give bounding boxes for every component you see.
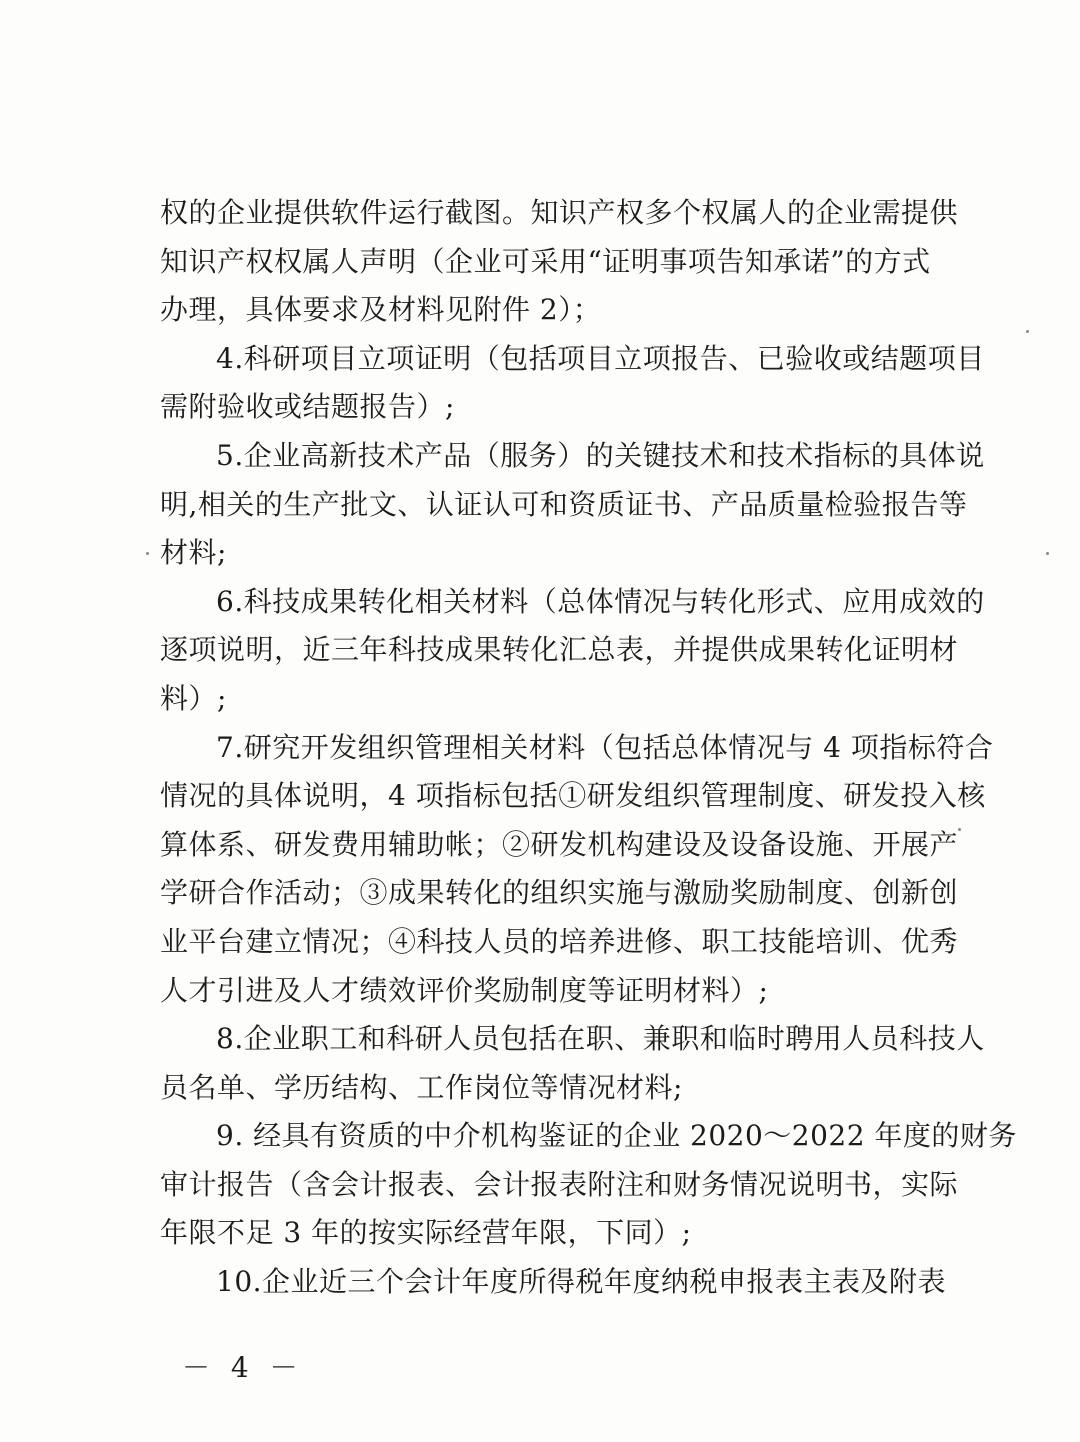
scan-speck (1046, 552, 1049, 555)
list-item-10 (160, 1258, 960, 1307)
text-line: 7.研究开发组织管理相关材料（包括总体情况与 4 项指标符合 (216, 730, 994, 764)
document-body (160, 189, 1017, 1307)
text-line: 明,相关的生产批文、认证认可和资质证书、产品质量检验报告等 (160, 487, 968, 521)
text-line: 料）; (160, 681, 227, 715)
list-item-4 (160, 335, 985, 432)
text-line: 业平台建立情况；④科技人员的培养进修、职工技能培训、优秀 (160, 924, 959, 958)
text-line: 员名单、学历结构、工作岗位等情况材料; (160, 1070, 683, 1104)
list-item-6 (160, 578, 985, 724)
list-item-7 (160, 724, 994, 1016)
text-line: 材料; (160, 536, 227, 570)
text-line: 办理，具体要求及材料见附件 2）； (160, 293, 602, 327)
page-number: － 4 － (182, 1351, 304, 1384)
text-line: 5.企业高新技术产品（服务）的关键技术和技术指标的具体说 (216, 438, 985, 472)
text-line: 情况的具体说明，4 项指标包括①研发组织管理制度、研发投入核 (160, 779, 986, 813)
list-item-8 (160, 1015, 985, 1112)
paragraph-software-screenshot (160, 189, 960, 335)
text-line: 算体系、研发费用辅助帐；②研发机构建设及设备设施、开展产 (160, 827, 959, 861)
text-line: 人才引进及人才绩效评价奖励制度等证明材料）; (160, 973, 769, 1007)
list-item-9 (160, 1112, 1017, 1258)
text-line: 年限不足 3 年的按实际经营年限，下同）; (160, 1216, 692, 1250)
text-line: 9. 经具有资质的中介机构鉴证的企业 2020～2022 年度的财务 (216, 1119, 1017, 1153)
text-line: 学研合作活动；③成果转化的组织实施与激励奖励制度、创新创 (160, 876, 959, 910)
scan-speck (146, 552, 149, 555)
text-line: 知识产权权属人声明（企业可采用“证明事项告知承诺”的方式 (160, 244, 931, 278)
text-line: 10.企业近三个会计年度所得税年度纳税申报表主表及附表 (216, 1265, 947, 1299)
scan-speck (1026, 330, 1029, 333)
text-line: 4.科研项目立项证明（包括项目立项报告、已验收或结题项目 (216, 341, 985, 375)
list-item-5 (160, 432, 985, 578)
text-line: 需附验收或结题报告）; (160, 390, 455, 424)
text-line: 权的企业提供软件运行截图。知识产权多个权属人的企业需提供 (160, 196, 959, 229)
text-line: 8.企业职工和科研人员包括在职、兼职和临时聘用人员科技人 (216, 1022, 985, 1056)
text-line: 审计报告（含会计报表、会计报表附注和财务情况说明书，实际 (160, 1167, 959, 1201)
text-line: 6.科技成果转化相关材料（总体情况与转化形式、应用成效的 (216, 584, 985, 618)
text-line: 逐项说明，近三年科技成果转化汇总表，并提供成果转化证明材 (160, 633, 959, 667)
